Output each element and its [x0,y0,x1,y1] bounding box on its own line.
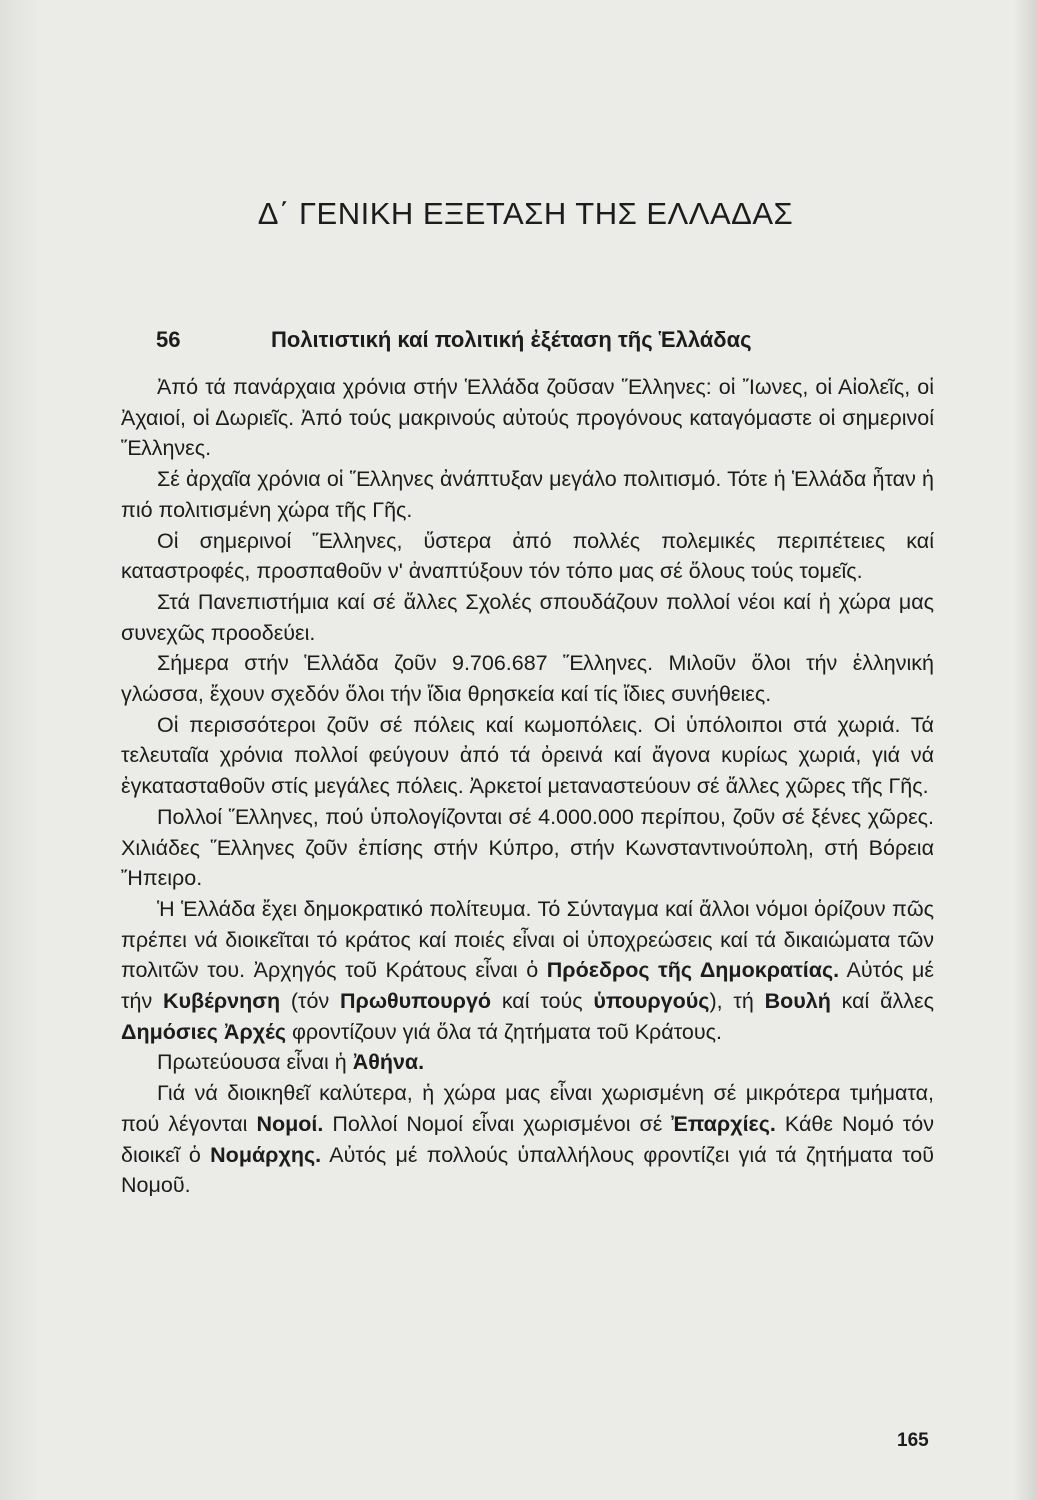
section-title: Πολιτιστική καί πολιτική ἐξέταση τῆς Ἑλλάδας [271,327,752,352]
section-number: 56 [156,327,181,352]
bold-term: Πρωθυπουργό [340,989,492,1014]
bold-term: ὑπουργούς [593,989,710,1014]
paragraph-text: Αὐτός μέ πολλούς ὑπαλλήλους φροντίζει γιά τά ζητήματα τοῦ Νομοῦ. [121,1142,934,1198]
body-text [121,372,934,1201]
paragraph-text: καί τούς [491,989,594,1014]
paragraph-text: Πρωτεύουσα εἶναι ἡ [157,1050,353,1075]
paragraph: Στά Πανεπιστήμια καί σέ ἄλλες Σχολές σπουδάζουν πολλοί νέοι καί ἡ χώρα μας συνεχῶς προοδεύει. [121,589,934,645]
paragraph-text: Ἡ Ἑλλάδα ἔχει δημοκρατικό πολίτευμα. Τό Σύνταγμα καί ἄλλοι νόμοι ὁρίζουν πῶς πρέπει νά διοικεῖται τό κράτος καί ποιές εἶναι οἱ ὑποχρεώσεις καί τά δικαιώματα τῶν πολιτῶν του. Ἀρχηγός τοῦ Κράτους εἶναι ὁ [121,896,934,983]
paragraph-text: (τόν [280,989,341,1014]
section-header [156,327,856,363]
paragraph: Πολλοί Ἕλληνες, πού ὑπολογίζονται σέ 4.000.000 περίπου, ζοῦν σέ ξένες χῶρες. Χιλιάδες Ἕλληνες ζοῦν ἐπίσης στήν Κύπρο, στήν Κωνσταντινούπολη, στή Βόρεια Ἤπειρο. [121,804,934,891]
paragraph: Σήμερα στήν Ἑλλάδα ζοῦν 9.706.687 Ἕλληνες. Μιλοῦν ὅλοι τήν ἑλληνική γλώσσα, ἔχουν σχεδόν ὅλοι τήν ἴδια θρησκεία καί τίς ἴδιες συνήθειες. [121,651,934,707]
paragraph: Ἀπό τά πανάρχαια χρόνια στήν Ἑλλάδα ζοῦσαν Ἕλληνες: οἱ Ἴωνες, οἱ Αἰολεῖς, οἱ Ἀχαιοί, οἱ Δωριεῖς. Ἀπό τούς μακρινούς αὐτούς προγόνους καταγόμαστε οἱ σημερινοί Ἕλληνες. [121,375,934,461]
paragraph: Οἱ σημερινοί Ἕλληνες, ὕστερα ἀπό πολλές πολεμικές περιπέτειες καί καταστροφές, προσπαθοῦν ν' ἀναπτύξουν τόν τόπο μας σέ ὅλους τούς τομεῖς. [121,528,934,584]
bold-term: Ἐπαρχίες. [671,1111,776,1136]
bold-term: Ἀθήνα. [352,1050,425,1075]
bold-term: Δημόσιες Ἀρχές [121,1019,286,1044]
paragraph: Σέ ἀρχαῖα χρόνια οἱ Ἕλληνες ἀνάπτυξαν μεγάλο πολιτισμό. Τότε ἡ Ἑλλάδα ἦταν ἡ πιό πολιτισμένη χώρα τῆς Γῆς. [121,467,934,522]
paragraph-text: Αὐτός μέ τήν [121,958,934,1014]
bold-term: Κυβέρνηση [162,989,281,1014]
bold-term: Βουλή [764,989,831,1014]
paragraph [121,1047,934,1078]
paragraph-text: Πολλοί Νομοί εἶναι χωρισμένοι σέ [323,1111,672,1136]
bold-term: Νομάρχης. [210,1142,322,1167]
paragraph-text: φροντίζουν γιά ὅλα τά ζητήματα τοῦ Κράτους. [286,1019,722,1044]
page-number: 165 [897,1430,929,1451]
chapter-title: Δ΄ ΓΕΝΙΚΗ ΕΞΕΤΑΣΗ ΤΗΣ ΕΛΛΑΔΑΣ [257,196,794,231]
paragraph-text: Κάθε Νομό τόν διοικεῖ ὁ [121,1111,934,1167]
paragraph-text: Γιά νά διοικηθεῖ καλύτερα, ἡ χώρα μας εἶναι χωρισμένη σέ μικρότερα τμήματα, πού λέγονται [121,1081,934,1136]
bold-term: Νομοί. [256,1111,324,1136]
paragraph-text: καί ἄλλες [830,989,934,1014]
paragraph [121,894,934,1048]
paragraph: Οἱ περισσότεροι ζοῦν σέ πόλεις καί κωμοπόλεις. Οἱ ὑπόλοιποι στά χωριά. Τά τελευταῖα χρόνια πολλοί φεύγουν ἀπό τά ὀρεινά καί ἄγονα κυρίως χωριά, γιά νά ἐγκατασταθοῦν στίς μεγάλες πόλεις. Ἀρκετοί μεταναστεύουν σέ ἄλλες χῶρες τῆς Γῆς. [121,712,934,799]
paragraph [121,1078,934,1201]
bold-term: Πρόεδρος τῆς Δημοκρατίας. [546,958,840,983]
paragraph-text: ), τή [709,989,765,1014]
